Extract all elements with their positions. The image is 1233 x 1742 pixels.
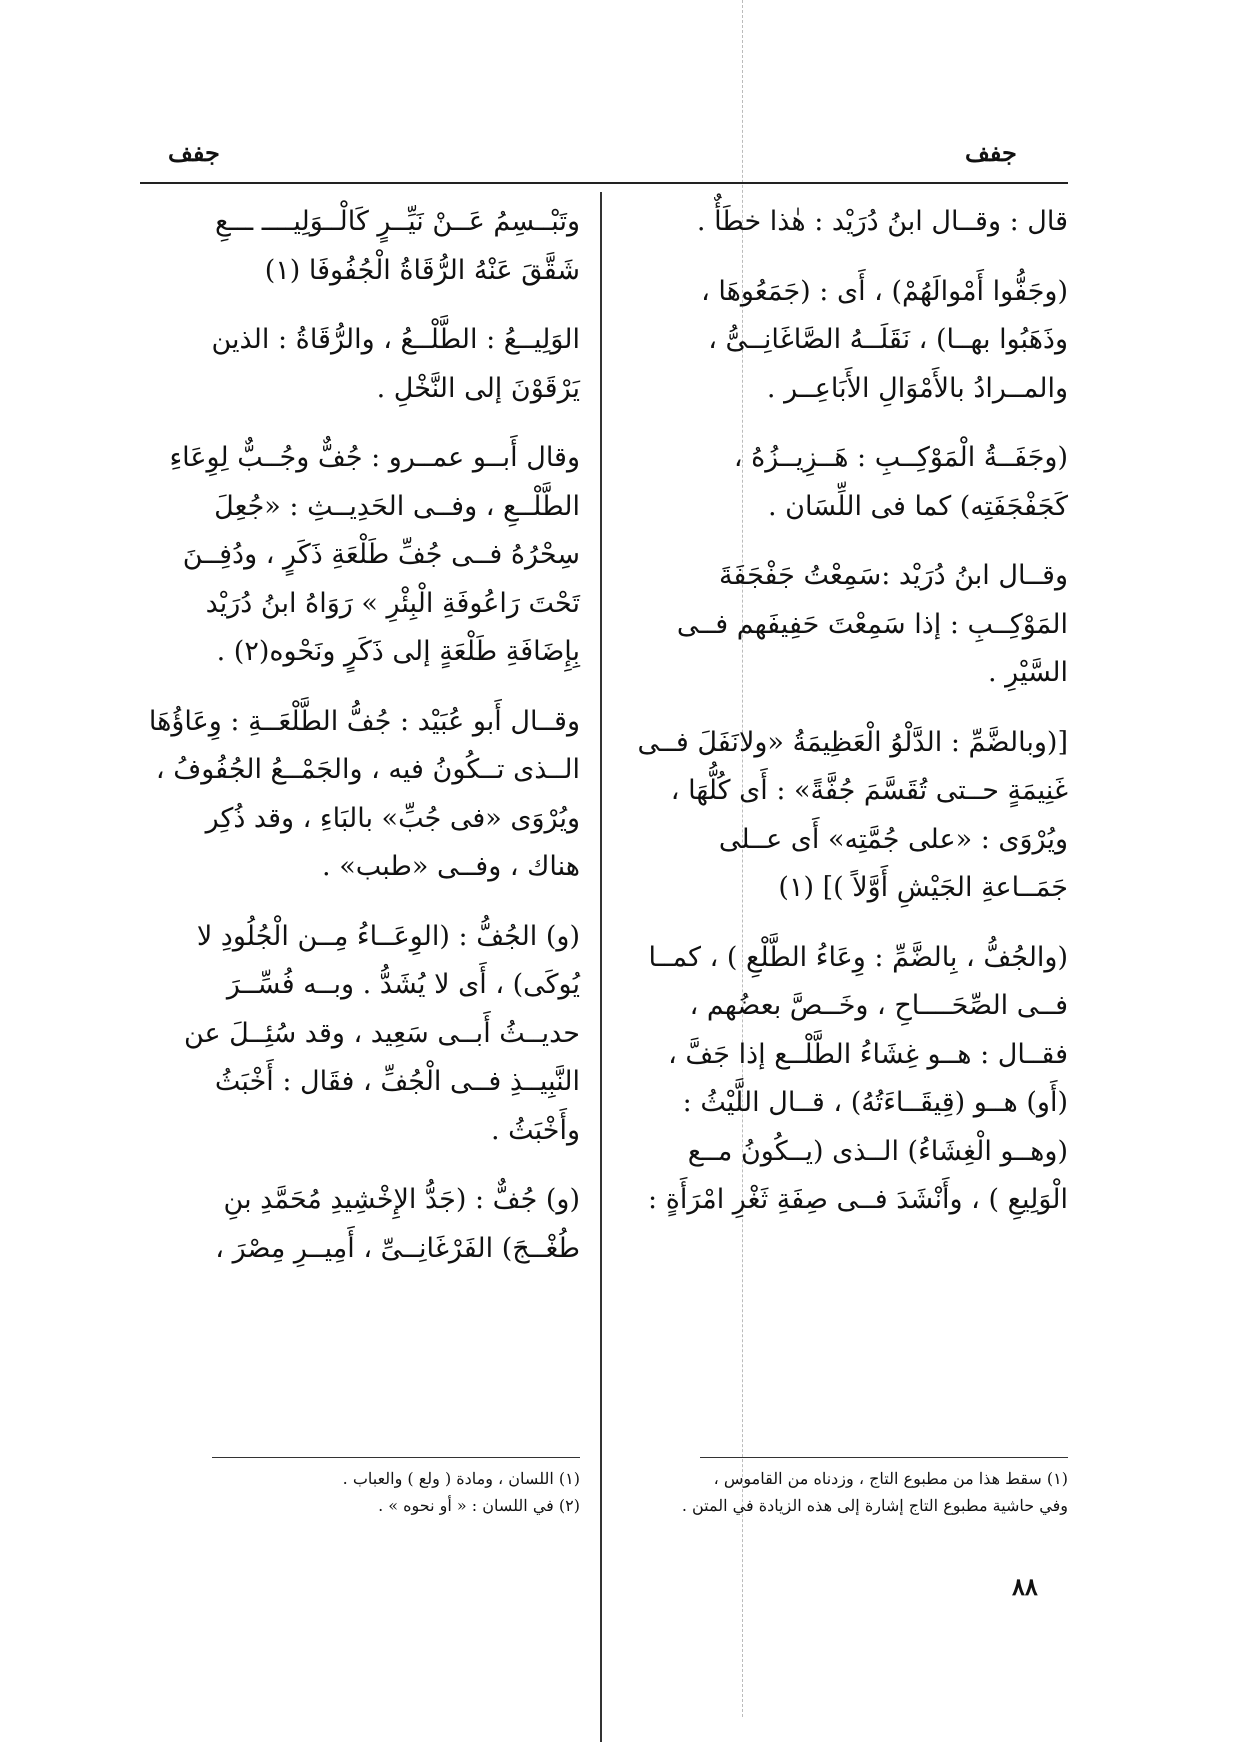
poetry-verse: وتَبْــسِمُ عَــنْ نَيِّــرٍ كَالْــوَلِيــــ ـــعِ شَقَّقَ عَنْهُ الرُّقَاةُ الْجُفُوفَا (١) [215,206,580,286]
footnote: (٢) في اللسان : « أو نحوه » . [378,1496,580,1515]
footnote: (١) اللسان ، ومادة ( ولع ) والعباب . [342,1469,580,1488]
running-head-left: جفف [168,138,220,167]
footnote: (١) سقط هذا من مطبوع التاج ، وزدناه من القاموس ، [713,1469,1068,1488]
header-rule [140,182,1068,184]
entry-paragraph: وقال أَبــو عمــرو : جُفٌّ وجُــبٌّ لِوِعَاءِ الطَّلْــعِ ، وفــى الحَدِيــثِ : «جُعِلَ سِحْرُهُ فــى جُفِّ طَلْعَةِ ذَكَرٍ ، ودُفِــنَ تَحْتَ رَاعُوفَةِ الْبِئْرِ » رَوَاهُ ابنُ دُرَيْد بِإِضَافَةِ طَلْعَةٍ إلى ذَكَرٍ ونَحْوه(٢) . [169,442,580,667]
column-divider [600,192,602,1742]
entry-paragraph: وقــال ابنُ دُرَيْد :سَمِعْتُ جَفْجَفَةَ المَوْكِــبِ : إذا سَمِعْتَ حَفِيفَهم فــى السَّيْرِ . [676,560,1068,688]
entry-paragraph: (و) جُفٌّ : (جَدُّ الإِخْشِيدِ مُحَمَّدِ بنِ طُغْــجَ) الفَرْغَانِــىِّ ، أَمِيــرِ مِصْرَ ، [215,1184,580,1264]
entry-paragraph: الوَلِيــعُ : الطَّلْــعُ ، والرُّقَاةُ : الذين يَرْقَوْنَ إلى النَّخْلِ . [211,324,580,404]
left-column [148,198,580,1294]
running-head-right: جفف [965,138,1017,167]
footnote-rule-right [700,1457,1068,1458]
right-column [636,198,1068,1246]
entry-paragraph: [(وبالضَّمِّ : الدَّلْوُ الْعَظِيمَةُ «ولانَفَلَ فــى غَنِيمَةٍ حــتى تُقَسَّمَ جُفَّةً» : أَى كُلُّهَا ، ويُرْوَى : «على جُمَّتِه» أَى عــلى جَمَــاعةِ الجَيْشِ أَوَّلاً )] (١) [637,726,1068,903]
footnote-rule-left [212,1457,580,1458]
entry-paragraph: (و) الجُفُّ : (الوِعَــاءُ مِــن الْجُلُودِ لا يُوكَى) ، أَى لا يُشَدُّ . وبــه فُسِّــرَ حديــثُ أَبــى سَعِيد ، وقد سُئِــلَ عن النَّبِيــذِ فــى الْجُفِّ ، فقَال : أَخْبَثُ وأَخْبَثُ . [183,920,580,1146]
entry-paragraph: (وجَفُّوا أَمْوالَهُمْ) ، أَى : (جَمَعُوهَا ، وذَهَبُوا بهــا) ، نَقَلَــهُ الصَّاغَانِــىُّ ، والمــرادُ بالأَمْوَالِ الأَبَاعِــر . [701,275,1068,404]
page-number: ٨٨ [1012,1572,1038,1601]
entry-paragraph: وقــال أَبو عُبَيْد : جُفُّ الطَّلْعَــةِ : وِعَاؤُهَا الــذى تــكُونُ فيه ، والجَمْــعُ الجُفُوفُ ، ويُرْوَى «فى جُبِّ» بالبَاءِ ، وقد ذُكِر هناك ، وفــى «طبب» . [148,705,580,882]
footnote: وفي حاشية مطبوع التاج إشارة إلى هذه الزيادة في المتن . [681,1496,1068,1515]
entry-paragraph: قال : وقــال ابنُ دُرَيْد : هٰذا خطَأٌ . [696,206,1068,237]
footnotes-left [148,1465,580,1519]
footnotes-right [636,1465,1068,1519]
entry-paragraph: (وجَفَــةُ الْمَوْكِــبِ : هَــزِيــزُهُ ، كَجَفْجَفَتِه) كما فى اللِّسَان . [733,442,1068,522]
entry-paragraph: (والجُفُّ ، بِالضَّمِّ : وِعَاءُ الطَّلْعِ ) ، كمــا فــى الصِّحَــــاحِ ، وخَــصَّ بعضُهم ، فقــال : هــو غِشَاءُ الطَّلْــع إذا جَفَّ ، (أَو) هــو (قِيقَــاءَتُهُ) ، قــال اللَّيْثُ : (وهــو الْغِشَاءُ) الــذى (يــكُونُ مــع الْوَلِيعِ ) ، وأَنْشَدَ فــى صِفَةِ ثَغْرِ امْرَأَةٍ : [648,941,1068,1215]
